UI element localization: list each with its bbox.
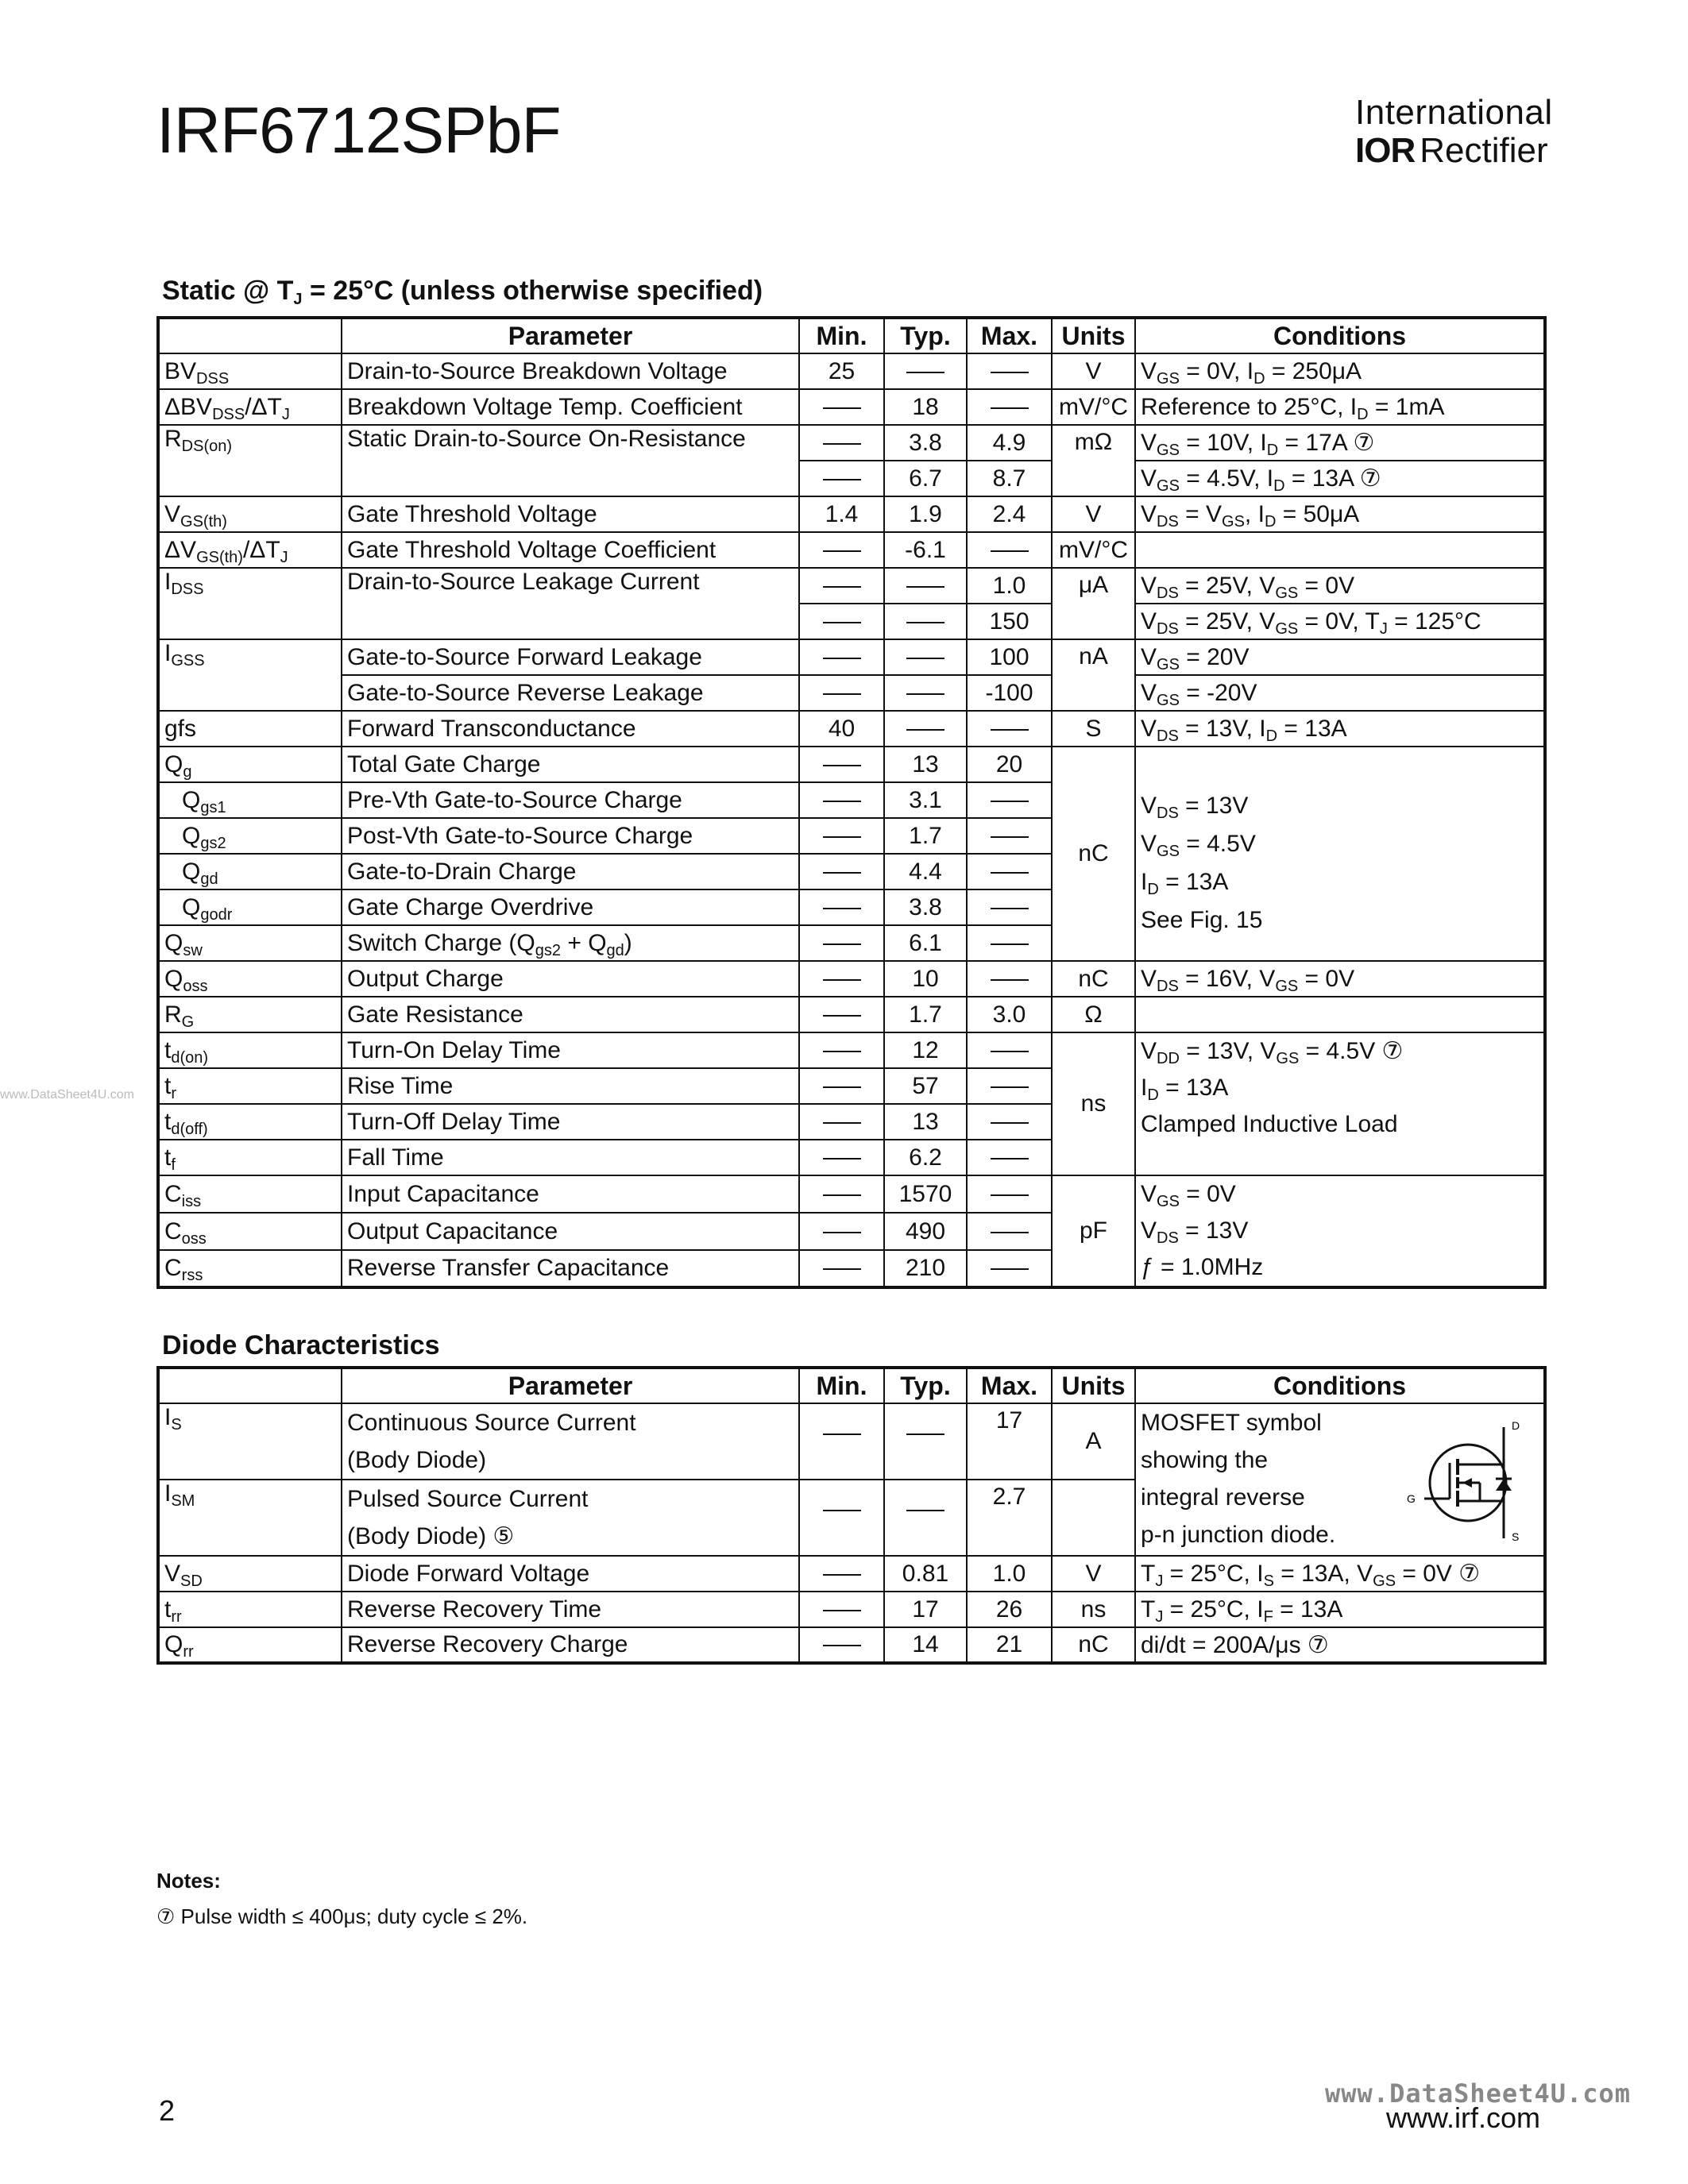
max-cell: 8.7	[967, 461, 1052, 496]
parameter-cell: Continuous Source Current (Body Diode)	[342, 1403, 799, 1480]
max-cell	[967, 961, 1052, 997]
table-row	[158, 1403, 1545, 1480]
symbol-cell: $t_{d(off)}$	[158, 1104, 342, 1140]
max-cell: 20	[967, 747, 1052, 782]
symbol-cell: $Q_{gs2}$	[158, 818, 342, 854]
col-max: Max.	[967, 1368, 1052, 1403]
parameter-cell: Gate Charge Overdrive	[342, 889, 799, 925]
part-number-title: IRF6712SPbF	[156, 95, 561, 167]
typ-cell: 210	[884, 1250, 967, 1287]
conditions-cell: $V_{GS} = 10V$, $I_D = 17A$ ⑦	[1135, 425, 1545, 461]
max-cell	[967, 532, 1052, 568]
max-cell	[967, 353, 1052, 389]
min-cell	[799, 639, 884, 675]
typ-cell	[884, 1480, 967, 1556]
symbol-cell: $t_r$	[158, 1068, 342, 1104]
units-cell: ns	[1052, 1032, 1135, 1175]
units-cell: S	[1052, 711, 1135, 747]
min-cell	[799, 1403, 884, 1480]
symbol-cell: $\Delta BV_{DSS}/\Delta T_J$	[158, 389, 342, 425]
col-conditions: Conditions	[1135, 1368, 1545, 1403]
typ-cell	[884, 1403, 967, 1480]
min-cell	[799, 425, 884, 461]
units-cell	[1052, 1480, 1135, 1556]
table-row	[158, 711, 1545, 747]
min-cell: 1.4	[799, 496, 884, 532]
min-cell	[799, 1213, 884, 1250]
irf-website-link[interactable]: www.irf.com	[1386, 2101, 1541, 2134]
max-cell: 1.0	[967, 568, 1052, 604]
min-cell	[799, 1175, 884, 1213]
max-cell: 26	[967, 1592, 1052, 1627]
symbol-cell: $I_{SM}$	[158, 1480, 342, 1556]
conditions-cell: Reference to 25°C, $I_D = 1mA$	[1135, 389, 1545, 425]
source-label: S	[1512, 1530, 1520, 1542]
parameter-cell: Gate-to-Source Reverse Leakage	[342, 675, 799, 711]
parameter-cell: Gate-to-Source Forward Leakage	[342, 639, 799, 675]
table-row	[158, 568, 1545, 604]
table-row	[158, 997, 1545, 1032]
units-cell: mV/°C	[1052, 532, 1135, 568]
drain-label: D	[1512, 1419, 1520, 1432]
typ-cell: -6.1	[884, 532, 967, 568]
symbol-cell: $V_{SD}$	[158, 1556, 342, 1592]
parameter-cell: Output Capacitance	[342, 1213, 799, 1250]
symbol-cell: $Q_{rr}$	[158, 1627, 342, 1663]
max-cell	[967, 1068, 1052, 1104]
units-cell: V	[1052, 1556, 1135, 1592]
conditions-cell: $V_{DS} = 13V$, $I_D = 13A$	[1135, 711, 1545, 747]
mos-text-line: showing the	[1141, 1447, 1269, 1473]
typ-cell	[884, 353, 967, 389]
table-header-row	[158, 1368, 1545, 1403]
datasheet4u-link[interactable]: www.DataSheet4U.com	[1325, 2078, 1632, 2109]
table-row	[158, 496, 1545, 532]
table-row	[158, 353, 1545, 389]
max-cell: 4.9	[967, 425, 1052, 461]
typ-cell	[884, 675, 967, 711]
min-cell	[799, 782, 884, 818]
parameter-cell: Drain-to-Source Leakage Current	[342, 568, 799, 639]
symbol-cell: $Q_{sw}$	[158, 925, 342, 961]
typ-cell: 12	[884, 1032, 967, 1068]
max-cell: 100	[967, 639, 1052, 675]
units-cell: mV/°C	[1052, 389, 1135, 425]
max-cell: -100	[967, 675, 1052, 711]
symbol-cell: $Q_{gd}$	[158, 854, 342, 889]
max-cell	[967, 1032, 1052, 1068]
symbol-cell: $I_S$	[158, 1403, 342, 1480]
typ-cell: 3.8	[884, 425, 967, 461]
typ-cell: 490	[884, 1213, 967, 1250]
parameter-cell: Fall Time	[342, 1140, 799, 1175]
conditions-cell: $V_{GS} = -20V$	[1135, 675, 1545, 711]
min-cell	[799, 1032, 884, 1068]
min-cell	[799, 925, 884, 961]
symbol-cell: $V_{GS(th)}$	[158, 496, 342, 532]
table-header-row	[158, 318, 1545, 353]
min-cell: 40	[799, 711, 884, 747]
conditions-cell	[1135, 997, 1545, 1032]
table-row	[158, 1032, 1545, 1068]
min-cell	[799, 389, 884, 425]
symbol-cell: gfs	[158, 711, 342, 747]
max-cell	[967, 1140, 1052, 1175]
symbol-cell: $C_{oss}$	[158, 1213, 342, 1250]
parameter-cell: Output Charge	[342, 961, 799, 997]
parameter-cell: Gate-to-Drain Charge	[342, 854, 799, 889]
parameter-cell: Diode Forward Voltage	[342, 1556, 799, 1592]
diode-section-title: Diode Characteristics	[162, 1330, 440, 1360]
col-units: Units	[1052, 1368, 1135, 1403]
symbol-cell: $BV_{DSS}$	[158, 353, 342, 389]
parameter-cell: Turn-Off Delay Time	[342, 1104, 799, 1140]
note-pulse-width: ⑦ Pulse width ≤ 400μs; duty cycle ≤ 2%.	[156, 1904, 528, 1928]
logo-line-international: International	[1355, 93, 1553, 132]
units-cell: V	[1052, 496, 1135, 532]
col-typ: Typ.	[884, 318, 967, 353]
symbol-cell: $R_{DS(on)}$	[158, 425, 342, 496]
conditions-cell: di/dt = 200A/μs ⑦	[1135, 1627, 1545, 1663]
col-conditions: Conditions	[1135, 318, 1545, 353]
min-cell	[799, 1068, 884, 1104]
conditions-cell: $V_{DS} = V_{GS}$, $I_D = 50\mu A$	[1135, 496, 1545, 532]
min-cell	[799, 675, 884, 711]
units-cell: pF	[1052, 1175, 1135, 1287]
parameter-cell: Reverse Recovery Time	[342, 1592, 799, 1627]
table-row	[158, 1556, 1545, 1592]
table-row	[158, 1592, 1545, 1627]
min-cell	[799, 604, 884, 639]
col-parameter: Parameter	[342, 318, 799, 353]
col-min: Min.	[799, 318, 884, 353]
col-typ: Typ.	[884, 1368, 967, 1403]
typ-cell: 57	[884, 1068, 967, 1104]
typ-cell: 18	[884, 389, 967, 425]
typ-cell: 10	[884, 961, 967, 997]
typ-cell: 1.9	[884, 496, 967, 532]
max-cell: 21	[967, 1627, 1052, 1663]
conditions-cell: $V_{DS} = 25V$, $V_{GS} = 0V$, $T_J = 125^\circ C$	[1135, 604, 1545, 639]
typ-cell: 6.1	[884, 925, 967, 961]
typ-cell	[884, 711, 967, 747]
static-characteristics-table	[156, 316, 1547, 1289]
typ-cell: 4.4	[884, 854, 967, 889]
max-cell	[967, 1104, 1052, 1140]
min-cell	[799, 461, 884, 496]
table-row	[158, 1175, 1545, 1213]
col-max: Max.	[967, 318, 1052, 353]
min-cell	[799, 818, 884, 854]
symbol-cell: $I_{GSS}$	[158, 639, 342, 711]
parameter-cell: Drain-to-Source Breakdown Voltage	[342, 353, 799, 389]
symbol-cell: $Q_{oss}$	[158, 961, 342, 997]
max-cell	[967, 925, 1052, 961]
conditions-cell: $V_{DS} = 13V$ $V_{GS} = 4.5V$ $I_D = 13A$ See Fig. 15	[1135, 747, 1545, 961]
typ-cell	[884, 604, 967, 639]
typ-cell: 0.81	[884, 1556, 967, 1592]
company-logo	[1355, 93, 1553, 170]
symbol-cell: $I_{DSS}$	[158, 568, 342, 639]
units-cell: mΩ	[1052, 425, 1135, 496]
typ-cell: 6.2	[884, 1140, 967, 1175]
symbol-cell: $C_{iss}$	[158, 1175, 342, 1213]
min-cell	[799, 568, 884, 604]
conditions-cell	[1135, 532, 1545, 568]
min-cell	[799, 1140, 884, 1175]
page-number: 2	[159, 2094, 176, 2127]
max-cell	[967, 1250, 1052, 1287]
typ-cell	[884, 639, 967, 675]
gate-label: G	[1407, 1492, 1416, 1505]
min-cell	[799, 1627, 884, 1663]
parameter-cell: Switch Charge $(Q_{gs2} + Q_{gd})$	[342, 925, 799, 961]
min-cell	[799, 1556, 884, 1592]
parameter-cell: Pulsed Source Current (Body Diode) ⑤	[342, 1480, 799, 1556]
conditions-cell: $V_{GS} = 0V$, $I_D = 250\mu A$	[1135, 353, 1545, 389]
min-cell	[799, 1480, 884, 1556]
table-row	[158, 1627, 1545, 1663]
parameter-cell: Reverse Recovery Charge	[342, 1627, 799, 1663]
typ-cell: 1570	[884, 1175, 967, 1213]
conditions-cell: $V_{GS} = 20V$	[1135, 639, 1545, 675]
max-cell: 17	[967, 1403, 1052, 1480]
units-cell: ns	[1052, 1592, 1135, 1627]
parameter-cell: Pre-Vth Gate-to-Source Charge	[342, 782, 799, 818]
max-cell	[967, 1213, 1052, 1250]
max-cell: 3.0	[967, 997, 1052, 1032]
max-cell: 1.0	[967, 1556, 1052, 1592]
symbol-cell: $\Delta V_{GS(th)}/\Delta T_J$	[158, 532, 342, 568]
col-min: Min.	[799, 1368, 884, 1403]
symbol-cell: $t_{d(on)}$	[158, 1032, 342, 1068]
units-cell: A	[1052, 1403, 1135, 1480]
table-row	[158, 389, 1545, 425]
conditions-cell: $V_{DS} = 16V$, $V_{GS} = 0V$	[1135, 961, 1545, 997]
ior-logo-icon: IOR	[1355, 131, 1416, 170]
table-row	[158, 747, 1545, 782]
typ-cell: 13	[884, 747, 967, 782]
logo-line-rectifier: IOR Rectifier	[1355, 131, 1548, 170]
symbol-cell: $t_f$	[158, 1140, 342, 1175]
table-row	[158, 675, 1545, 711]
mos-text-line: p-n junction diode.	[1141, 1522, 1336, 1548]
symbol-cell: $C_{rss}$	[158, 1250, 342, 1287]
min-cell	[799, 961, 884, 997]
col-parameter: Parameter	[342, 1368, 799, 1403]
symbol-cell: $Q_{godr}$	[158, 889, 342, 925]
max-cell: 2.4	[967, 496, 1052, 532]
parameter-cell: Forward Transconductance	[342, 711, 799, 747]
typ-cell: 1.7	[884, 818, 967, 854]
parameter-cell: Total Gate Charge	[342, 747, 799, 782]
parameter-cell: Reverse Transfer Capacitance	[342, 1250, 799, 1287]
units-cell: nC	[1052, 961, 1135, 997]
max-cell	[967, 711, 1052, 747]
conditions-cell: $T_J = 25^\circ C$, $I_S = 13A$, $V_{GS} = 0V$ ⑦	[1135, 1556, 1545, 1592]
parameter-cell: Rise Time	[342, 1068, 799, 1104]
conditions-cell: $T_J = 25^\circ C$, $I_F = 13A$	[1135, 1592, 1545, 1627]
min-cell	[799, 997, 884, 1032]
min-cell	[799, 747, 884, 782]
symbol-cell: $R_G$	[158, 997, 342, 1032]
conditions-cell: $V_{GS} = 4.5V$, $I_D = 13A$ ⑦	[1135, 461, 1545, 496]
min-cell	[799, 1592, 884, 1627]
typ-cell	[884, 568, 967, 604]
min-cell	[799, 532, 884, 568]
parameter-cell: Static Drain-to-Source On-Resistance	[342, 425, 799, 496]
units-cell: μA	[1052, 568, 1135, 639]
max-cell	[967, 889, 1052, 925]
parameter-cell: Breakdown Voltage Temp. Coefficient	[342, 389, 799, 425]
typ-cell: 3.8	[884, 889, 967, 925]
side-watermark: www.DataSheet4U.com	[0, 1088, 134, 1102]
table-row	[158, 639, 1545, 675]
max-cell	[967, 1175, 1052, 1213]
max-cell: 150	[967, 604, 1052, 639]
units-cell: nC	[1052, 1627, 1135, 1663]
diode-characteristics-table	[156, 1366, 1547, 1665]
max-cell	[967, 854, 1052, 889]
parameter-cell: Turn-On Delay Time	[342, 1032, 799, 1068]
conditions-cell: $V_{DD} = 13V$, $V_{GS} = 4.5V$ ⑦ $I_D = 13A$ Clamped Inductive Load	[1135, 1032, 1545, 1175]
max-cell: 2.7	[967, 1480, 1052, 1556]
conditions-cell: $V_{GS} = 0V$ $V_{DS} = 13V$ ƒ = 1.0MHz	[1135, 1175, 1545, 1287]
max-cell	[967, 818, 1052, 854]
typ-cell: 3.1	[884, 782, 967, 818]
units-cell: V	[1052, 353, 1135, 389]
min-cell	[799, 854, 884, 889]
typ-cell: 1.7	[884, 997, 967, 1032]
min-cell	[799, 1104, 884, 1140]
table-row	[158, 425, 1545, 461]
min-cell: 25	[799, 353, 884, 389]
symbol-cell: $Q_g$	[158, 747, 342, 782]
mosfet-symbol-icon	[1400, 1415, 1535, 1542]
units-cell: nA	[1052, 639, 1135, 711]
parameter-cell: Gate Threshold Voltage Coefficient	[342, 532, 799, 568]
min-cell	[799, 889, 884, 925]
min-cell	[799, 1250, 884, 1287]
typ-cell: 14	[884, 1627, 967, 1663]
symbol-cell: $t_{rr}$	[158, 1592, 342, 1627]
max-cell	[967, 782, 1052, 818]
symbol-cell: $Q_{gs1}$	[158, 782, 342, 818]
conditions-cell: $V_{DS} = 25V$, $V_{GS} = 0V$	[1135, 568, 1545, 604]
typ-cell: 13	[884, 1104, 967, 1140]
max-cell	[967, 389, 1052, 425]
parameter-cell: Input Capacitance	[342, 1175, 799, 1213]
notes-heading: Notes:	[156, 1869, 221, 1893]
parameter-cell: Post-Vth Gate-to-Source Charge	[342, 818, 799, 854]
table-row	[158, 532, 1545, 568]
typ-cell: 17	[884, 1592, 967, 1627]
units-cell: nC	[1052, 747, 1135, 961]
table-row	[158, 961, 1545, 997]
mos-text-line: MOSFET symbol	[1141, 1410, 1322, 1436]
units-cell: Ω	[1052, 997, 1135, 1032]
typ-cell: 6.7	[884, 461, 967, 496]
parameter-cell: Gate Resistance	[342, 997, 799, 1032]
conditions-cell	[1135, 1403, 1545, 1556]
parameter-cell: Gate Threshold Voltage	[342, 496, 799, 532]
static-section-title: Static @ $T_J = 25^\circ C$ (unless otherwise specified)	[162, 276, 763, 308]
mos-text-line: integral reverse	[1141, 1484, 1305, 1511]
col-units: Units	[1052, 318, 1135, 353]
